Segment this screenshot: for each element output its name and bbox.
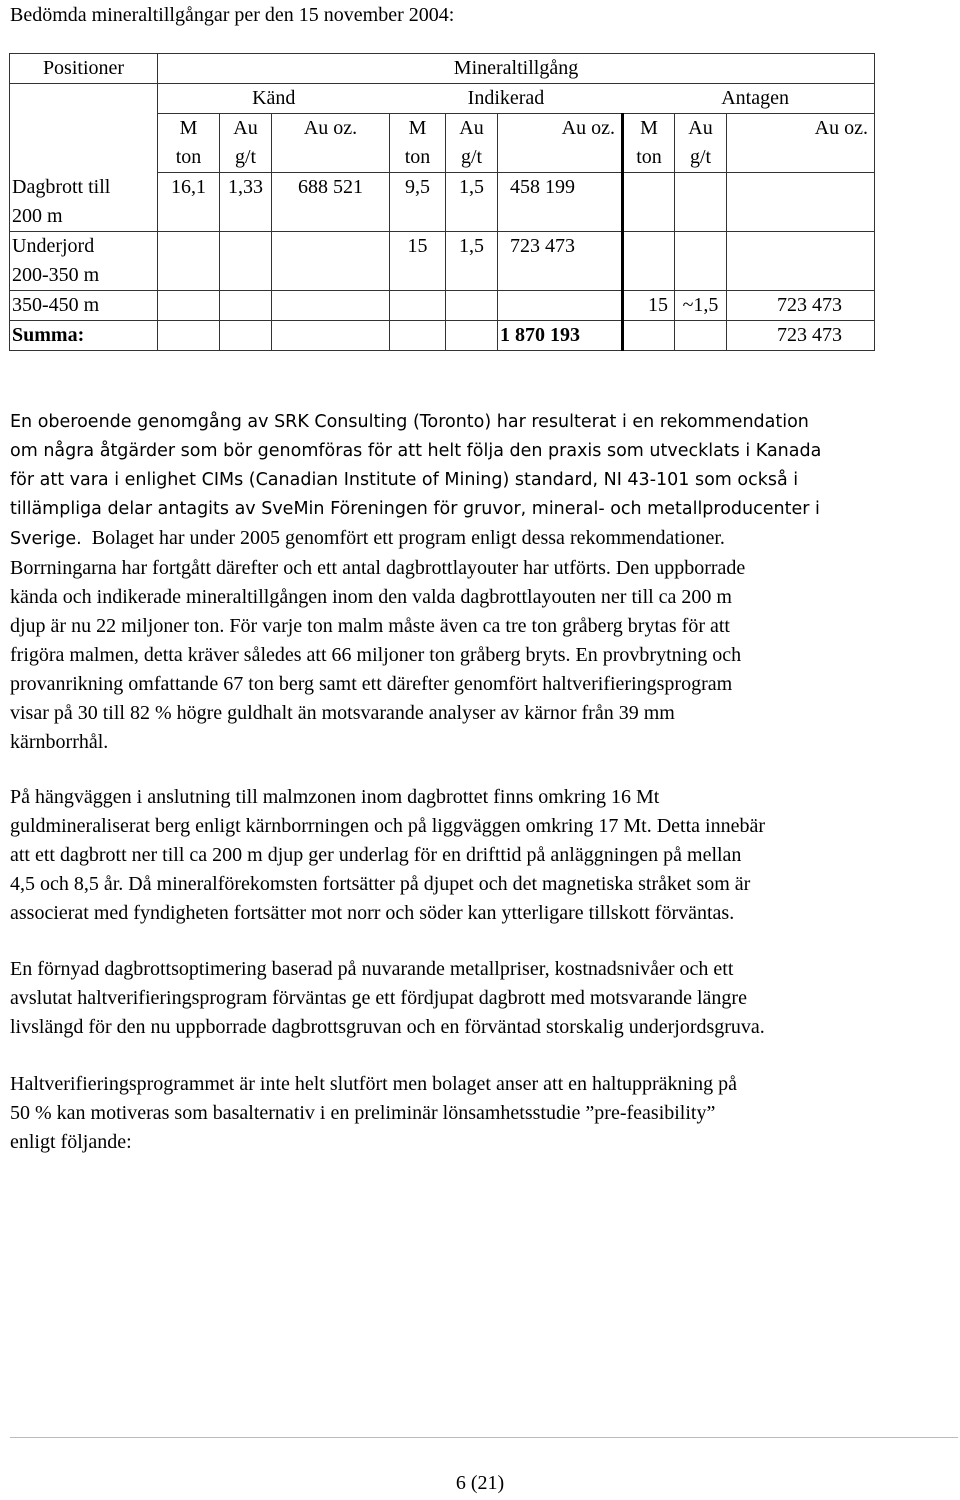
cell-deep-kand-m (158, 290, 220, 320)
text-line: En förnyad dagbrottsoptimering baserad på nuvarande metallpriser, kostnadsnivåer och ett (10, 958, 734, 980)
header-ant-m-ton: M ton (623, 114, 675, 173)
cell-summa-kand-au (220, 320, 272, 350)
text-line: Sverige. Bolaget har under 2005 genomfört ett program enligt dessa rekommendationer. (10, 527, 725, 549)
header-kand-au-oz: Au oz. (272, 114, 390, 173)
cell-underjord-kand-m (158, 231, 220, 290)
text-line: associerat med fyndigheten fortsätter mot norr och söder kan ytterligare tillskott förväntas. (10, 902, 735, 924)
table-row (10, 290, 875, 320)
cell-summa-kand-oz (272, 320, 390, 350)
cell-dagbrott-ant-m (623, 173, 675, 232)
header-ant-au-oz: Au oz. (727, 114, 875, 173)
cell-deep-ind-au (446, 290, 498, 320)
cell-dagbrott-kand-au: 1,33 (220, 173, 272, 232)
row-label-summa: Summa: (10, 320, 158, 350)
text-line: guldmineraliserat berg enligt kärnborrningen och på liggväggen omkring 17 Mt. Detta innebär (10, 815, 765, 837)
cell-deep-kand-oz (272, 290, 390, 320)
table-header-row-2 (10, 84, 875, 114)
header-antagen: Antagen (623, 84, 875, 114)
mineral-resources-table (9, 53, 875, 351)
paragraph-dagbrottsoptimering (10, 955, 955, 1042)
table-header-row-1 (10, 54, 875, 84)
paragraph-haltverifiering (10, 1070, 955, 1157)
text-line: om några åtgärder som bör genomföras för att helt följa den praxis som utvecklats i Kanada (10, 441, 822, 461)
text-line: livslängd för den nu uppborrade dagbrottsgruvan och en förväntad storskalig underjordsgruva. (10, 1016, 765, 1038)
row-label-350-450: 350-450 m (10, 290, 158, 320)
header-ind-au-gt: Au g/t (446, 114, 498, 173)
header-ind-m-ton: M ton (390, 114, 446, 173)
row-label-dagbrott: Dagbrott till 200 m (10, 173, 158, 232)
header-positioner: Positioner (10, 54, 158, 84)
cell-summa-ind-au (446, 320, 498, 350)
paragraph-hangvaggen (10, 783, 955, 928)
text-line: Borrningarna har fortgått därefter och ett antal dagbrottlayouter har utförts. Den uppborrade (10, 557, 746, 579)
text-line: provanrikning omfattande 67 ton berg samt ett därefter genomfört haltverifieringsprogram (10, 673, 733, 695)
row-label-underjord: Underjord 200-350 m (10, 231, 158, 290)
text-line: 50 % kan motiveras som basalternativ i en preliminär lönsamhetsstudie ”pre-feasibility” (10, 1102, 716, 1124)
header-kand-au-gt: Au g/t (220, 114, 272, 173)
cell-underjord-ind-oz: 723 473 (498, 231, 623, 290)
cell-dagbrott-kand-m: 16,1 (158, 173, 220, 232)
text-line: avslutat haltverifieringsprogram förväntas ge ett fördjupat dagbrott med motsvarande längre (10, 987, 747, 1009)
text-line: En oberoende genomgång av SRK Consulting (Toronto) har resulterat i en rekommendation (10, 412, 809, 432)
text-line: kärnborrhål. (10, 731, 109, 753)
table-row (10, 173, 875, 232)
cell-deep-ant-m: 15 (623, 290, 675, 320)
cell-underjord-ind-au: 1,5 (446, 231, 498, 290)
header-indikerad: Indikerad (390, 84, 623, 114)
header-mineraltillgang: Mineraltillgång (158, 54, 875, 84)
cell-underjord-kand-au (220, 231, 272, 290)
cell-summa-ant-au (675, 320, 727, 350)
text-line: tillämpliga delar antagits av SveMin Föreningen för gruvor, mineral- och metallproducenter i (10, 499, 820, 519)
header-kand: Känd (158, 84, 390, 114)
text-line: för att vara i enlighet CIMs (Canadian Institute of Mining) standard, NI 43-101 som också i (10, 470, 799, 490)
cell-dagbrott-ind-oz: 458 199 (498, 173, 623, 232)
text-line: att ett dagbrott ner till ca 200 m djup ger underlag för en drifttid på anläggningen på mellan (10, 844, 742, 866)
paragraph-srk-review (10, 408, 955, 524)
text-line: kända och indikerade mineraltillgången inom den valda dagbrottlayouten ner till ca 200 m (10, 586, 732, 608)
text-line: Haltverifieringsprogrammet är inte helt slutfört men bolaget anser att en haltuppräkning på (10, 1073, 737, 1095)
cell-deep-kand-au (220, 290, 272, 320)
cell-underjord-ant-au (675, 231, 727, 290)
page-number: 6 (21) (455, 1472, 505, 1494)
table-row-summa (10, 320, 875, 350)
cell-summa-ant-oz: 723 473 (727, 320, 875, 350)
cell-dagbrott-kand-oz: 688 521 (272, 173, 390, 232)
header-ant-au-gt: Au g/t (675, 114, 727, 173)
cell-deep-ant-au: ~1,5 (675, 290, 727, 320)
cell-deep-ant-oz: 723 473 (727, 290, 875, 320)
table-row (10, 231, 875, 290)
cell-summa-ant-m (623, 320, 675, 350)
text-line: enligt följande: (10, 1131, 132, 1153)
cell-dagbrott-ant-oz (727, 173, 875, 232)
footer-divider (10, 1437, 958, 1438)
cell-deep-ind-m (390, 290, 446, 320)
text-line: djup är nu 22 miljoner ton. För varje ton malm måste även ca tre ton gråberg brytas för att (10, 615, 730, 637)
paragraph-program-results (10, 524, 955, 757)
cell-dagbrott-ant-au (675, 173, 727, 232)
cell-summa-ind-oz: 1 870 193 (498, 320, 623, 350)
cell-underjord-ind-m: 15 (390, 231, 446, 290)
header-empty-cell (10, 84, 158, 173)
header-ind-au-oz: Au oz. (498, 114, 623, 173)
header-kand-m-ton: M ton (158, 114, 220, 173)
cell-deep-ind-oz (498, 290, 623, 320)
text-line: visar på 30 till 82 % högre guldhalt än motsvarande analyser av kärnor från 39 mm (10, 702, 675, 724)
text-line: 4,5 och 8,5 år. Då mineralförekomsten fortsätter på djupet och det magnetiska stråket som är (10, 873, 751, 895)
page-heading: Bedömda mineraltillgångar per den 15 november 2004: (10, 4, 455, 26)
cell-underjord-ant-m (623, 231, 675, 290)
cell-dagbrott-ind-m: 9,5 (390, 173, 446, 232)
cell-underjord-ant-oz (727, 231, 875, 290)
text-line: frigöra malmen, detta kräver således att 66 miljoner ton gråberg bryts. En provbrytning och (10, 644, 742, 666)
text-line: På hängväggen i anslutning till malmzonen inom dagbrottet finns omkring 16 Mt (10, 786, 660, 808)
cell-summa-ind-m (390, 320, 446, 350)
cell-summa-kand-m (158, 320, 220, 350)
cell-dagbrott-ind-au: 1,5 (446, 173, 498, 232)
cell-underjord-kand-oz (272, 231, 390, 290)
